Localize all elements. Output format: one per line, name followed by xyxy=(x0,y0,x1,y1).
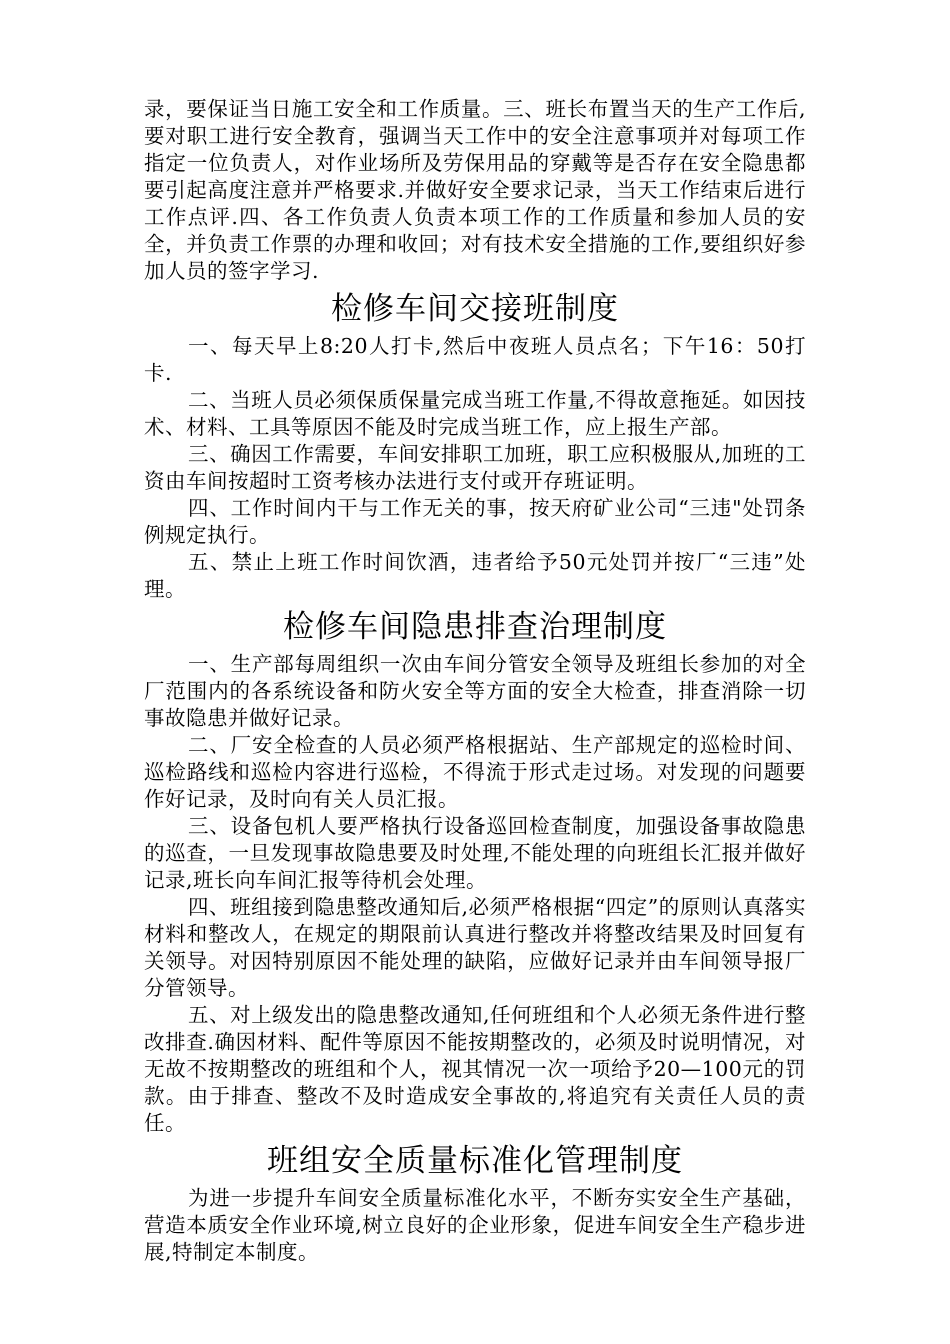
section-safety-standardization xyxy=(144,1137,806,1266)
handover-paragraph-3: 三、确因工作需要，车间安排职工加班，职工应积极服从,加班的工资由车间按超时工资考核办法进行支付或开存班证明。 xyxy=(144,442,806,493)
handover-paragraph-1: 一、每天早上8:20人打卡,然后中夜班人员点名；下午16：50打卡. xyxy=(144,334,806,385)
hazard-paragraph-2: 二、厂安全检查的人员必须严格根据站、生产部规定的巡检时间、巡检路线和巡检内容进行巡检，不得流于形式走过场。对发现的问题要作好记录，及时向有关人员汇报。 xyxy=(144,733,806,811)
hazard-paragraph-1: 一、生产部每周组织一次由车间分管安全领导及班组长参加的对全厂范围内的各系统设备和防火安全等方面的安全大检查，排查消除一切事故隐患并做好记录。 xyxy=(144,652,806,730)
section-title-handover: 检修车间交接班制度 xyxy=(331,291,619,327)
hazard-paragraph-4: 四、班组接到隐患整改通知后,必须严格根据“四定”的原则认真落实材料和整改人，在规定的期限前认真进行整改并将整改结果及时回复有关领导。对因特别原因不能处理的缺陷，应做好记录并由车间领导报厂分管领导。 xyxy=(144,895,806,1000)
section-title-hazard-inspection: 检修车间隐患排查治理制度 xyxy=(283,609,667,645)
handover-paragraph-2: 二、当班人员必须保质保量完成当班工作量,不得故意拖延。如因技术、材料、工具等原因不能及时完成当班工作，应上报生产部。 xyxy=(144,388,806,439)
intro-paragraph: 录，要保证当日施工安全和工作质量。三、班长布置当天的生产工作后,要对职工进行安全教育，强调当天工作中的安全注意事项并对每项工作指定一位负责人，对作业场所及劳保用品的穿戴等是否存在安全隐患都要引起高度注意并严格要求.并做好安全要求记录，当天工作结束后进行工作点评.四、各工作负责人负责本项工作的工作质量和参加人员的安全，并负责工作票的办理和收回；对有技术安全措施的工作,要组织好参加人员的签字学习. xyxy=(144,97,806,283)
hazard-paragraph-5: 五、对上级发出的隐患整改通知,任何班组和个人必须无条件进行整改排查.确因材料、配件等原因不能按期整改的，必须及时说明情况，对无故不按期整改的班组和个人，视其情况一次一项给予20—100元的罚款。由于排查、整改不及时造成安全事故的,将追究有关责任人员的责任。 xyxy=(144,1003,806,1135)
section-title-safety-standardization: 班组安全质量标准化管理制度 xyxy=(267,1143,683,1179)
section-hazard-inspection xyxy=(144,603,806,1137)
document-page xyxy=(144,96,806,1266)
handover-paragraph-4: 四、工作时间内干与工作无关的事，按天府矿业公司“三违"处罚条例规定执行。 xyxy=(144,496,806,547)
standardization-paragraph-1: 为进一步提升车间安全质量标准化水平，不断夯实安全生产基础，营造本质安全作业环境,树立良好的企业形象，促进车间安全生产稳步进展,特制定本制度。 xyxy=(144,1186,806,1264)
handover-paragraph-5: 五、禁止上班工作时间饮酒，违者给予50元处罚并按厂“三违”处理。 xyxy=(144,550,806,601)
hazard-paragraph-3: 三、设备包机人要严格执行设备巡回检查制度，加强设备事故隐患的巡查，一旦发现事故隐患要及时处理,不能处理的向班组长汇报并做好记录,班长向车间汇报等待机会处理。 xyxy=(144,814,806,892)
section-handover xyxy=(144,285,806,603)
